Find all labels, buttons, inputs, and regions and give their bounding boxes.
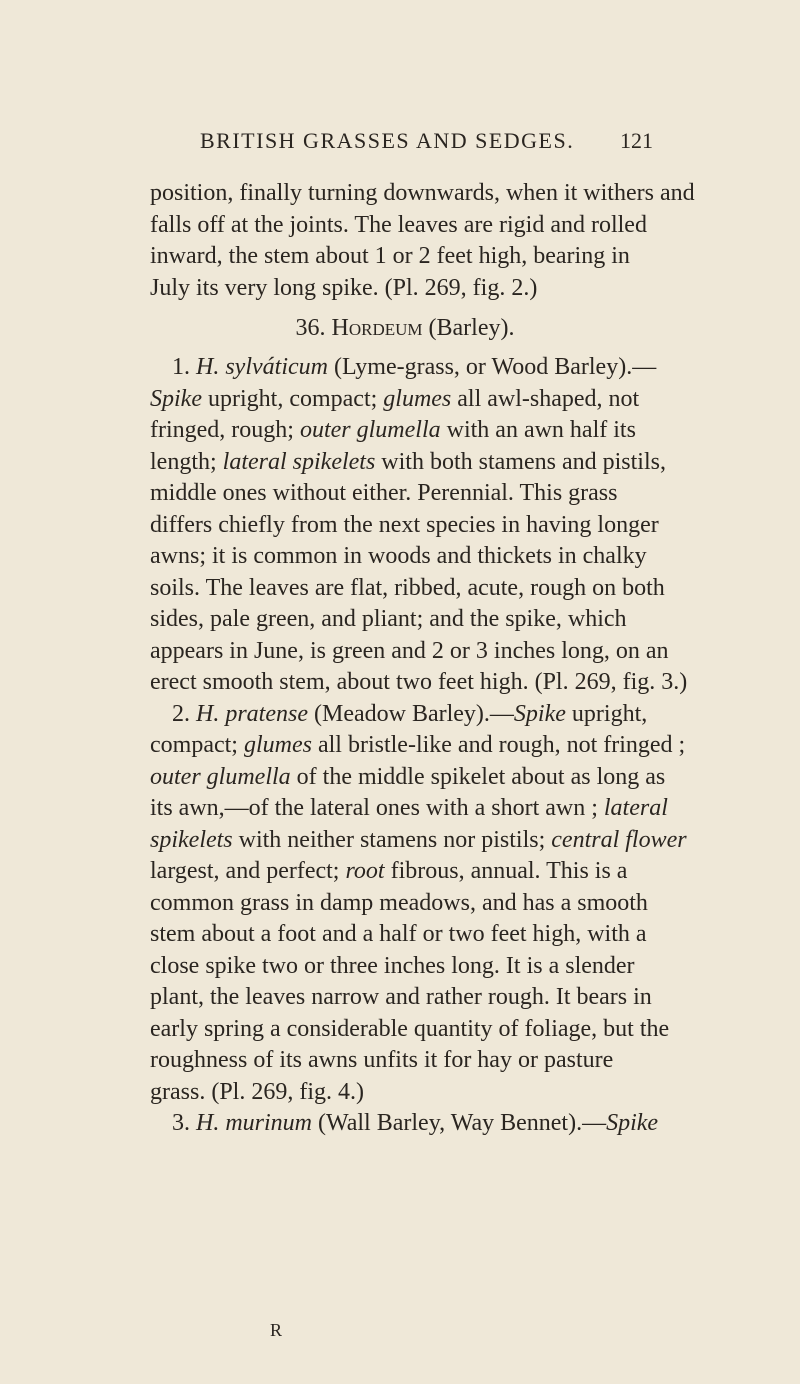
text-line: 1. H. sylváticum (Lyme-grass, or Wood Barley).— <box>172 354 657 380</box>
signature-mark: R <box>270 1320 283 1340</box>
text-line: 3. H. murinum (Wall Barley, Way Bennet).—Spike <box>172 1110 659 1136</box>
text-line: differs chiefly from the next species in having longer <box>150 511 659 538</box>
text-line: close spike two or three inches long. It is a slender <box>150 952 635 979</box>
text-line: position, finally turning downwards, when it withers and <box>150 180 695 206</box>
text-line: length; lateral spikelets with both stamens and pistils, <box>150 448 666 475</box>
text-line: fringed, rough; outer glumella with an awn half its <box>150 417 636 443</box>
text-line: outer glumella of the middle spikelet about as long as <box>150 763 666 790</box>
text-line: grass. (Pl. 269, fig. 4.) <box>150 1078 364 1105</box>
text-line: soils. The leaves are flat, ribbed, acute, rough on both <box>150 574 665 601</box>
text-line: July its very long spike. (Pl. 269, fig. 2.) <box>150 274 538 301</box>
text-line: 2. H. pratense (Meadow Barley).—Spike upright, <box>172 700 648 727</box>
text-line: roughness of its awns unfits it for hay or pasture <box>150 1047 614 1073</box>
text-line: awns; it is common in woods and thickets in chalky <box>150 543 647 569</box>
running-head: BRITISH GRASSES AND SEDGES. <box>200 128 575 153</box>
text-line: appears in June, is green and 2 or 3 inches long, on an <box>150 637 669 664</box>
text-line: erect smooth stem, about two feet high. (Pl. 269, fig. 3.) <box>150 669 688 695</box>
text-line: largest, and perfect; root fibrous, annual. This is a <box>150 858 628 884</box>
text-line: its awn,—of the lateral ones with a short awn ; lateral <box>150 795 668 821</box>
text-line: compact; glumes all bristle-like and rough, not fringed ; <box>150 732 686 758</box>
text-line: stem about a foot and a half or two feet high, with a <box>150 921 647 947</box>
text-line: sides, pale green, and pliant; and the spike, which <box>150 606 627 632</box>
page-number: 121 <box>620 128 653 153</box>
text-line: common grass in damp meadows, and has a smooth <box>150 889 648 916</box>
text-line: spikelets with neither stamens nor pistils; central flower <box>150 826 687 853</box>
text-line: inward, the stem about 1 or 2 feet high, bearing in <box>150 243 630 269</box>
page-header <box>0 128 800 168</box>
text-line: plant, the leaves narrow and rather rough. It bears in <box>150 984 652 1010</box>
section-heading: 36. Hordeum (Barley). <box>295 315 515 341</box>
text-line: middle ones without either. Perennial. This grass <box>150 480 618 506</box>
text-line: Spike upright, compact; glumes all awl-shaped, not <box>150 385 640 412</box>
text-line: early spring a considerable quantity of foliage, but the <box>150 1015 670 1042</box>
page-body <box>150 178 695 1140</box>
text-line: falls off at the joints. The leaves are rigid and rolled <box>150 211 647 238</box>
